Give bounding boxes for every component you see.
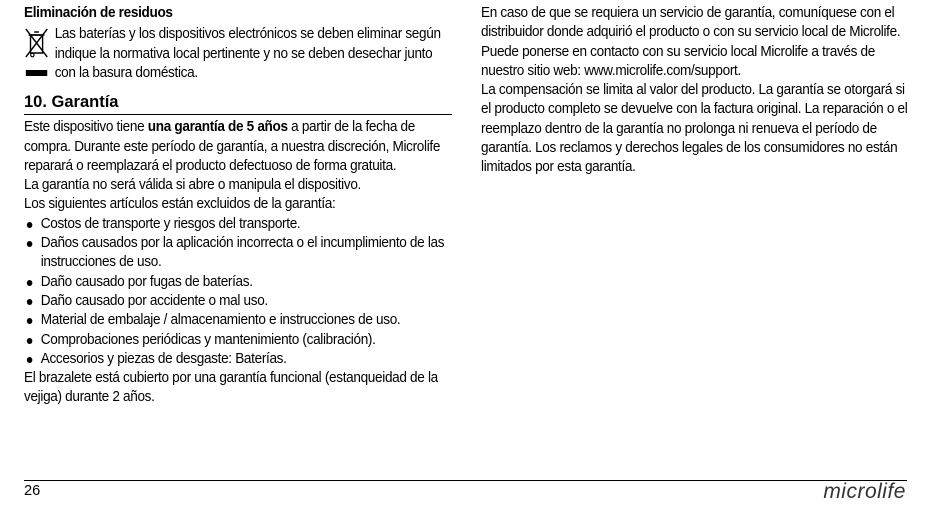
- brand-logo: microlife: [823, 480, 906, 503]
- exclusions-intro: Los siguientes artículos están excluidos de la garantía:: [24, 196, 336, 213]
- warranty-intro: Este dispositivo tiene una garantía de 5 años a partir de la fecha de compra. Durante este período de garantía, a nuestra discreción, Microlife reparará o reemplazará el producto defectuoso de forma gratuita.: [24, 119, 441, 174]
- list-item: Daño causado por fugas de baterías.: [24, 273, 452, 292]
- left-column: [24, 4, 452, 408]
- warranty-period: una garantía de 5 años: [147, 119, 288, 136]
- list-item: Costos de transporte y riesgos del transporte.: [24, 215, 452, 234]
- warranty-compensation-text: La compensación se limita al valor del producto. La garantía se otorgará si el producto completo se devuelve con la factura original. La reparación o el reemplazo dentro de la garantía no prolonga ni renueva el período de garantía. Los reclamos y derechos legales de los consumidores no están limitados por esta garantía.: [481, 82, 908, 176]
- footer-divider: [24, 480, 907, 481]
- warranty-invalid-note: La garantía no será válida si abre o manipula el dispositivo.: [24, 177, 362, 194]
- cuff-warranty-note: El brazalete está cubierto por una garantía funcional (estanqueidad de la vejiga) durante 2 años.: [24, 370, 438, 406]
- waste-disposal-text: Las baterías y los dispositivos electrónicos se deben eliminar según indique la normativa local pertinente y no se deben desechar junto con la basura doméstica.: [54, 26, 441, 81]
- list-item: Daños causados por la aplicación incorrecta o el incumplimiento de las instrucciones de uso.: [24, 234, 452, 273]
- list-item: Accesorios y piezas de desgaste: Baterías.: [24, 350, 452, 369]
- list-item: Material de embalaje / almacenamiento e instrucciones de uso.: [24, 311, 452, 330]
- crossed-bin-icon: [24, 25, 55, 83]
- waste-disposal-block: [24, 25, 452, 83]
- list-item: Comprobaciones periódicas y mantenimiento (calibración).: [24, 331, 452, 350]
- right-column: [481, 4, 911, 178]
- list-item: Daño causado por accidente o mal uso.: [24, 292, 452, 311]
- warranty-title: 10. Garantía: [24, 93, 119, 112]
- warranty-service-text: En caso de que se requiera un servicio de garantía, comuníquese con el distribuidor donde adquirió el producto o con su servicio local de Microlife. Puede ponerse en contacto con su servicio local Microlife a través de nuestro sitio web: www.microlife.com/support.: [481, 5, 901, 79]
- waste-disposal-title: Eliminación de residuos: [24, 5, 173, 21]
- page-number: 26: [24, 483, 41, 499]
- exclusions-list: [24, 215, 452, 369]
- warranty-heading: [24, 91, 452, 115]
